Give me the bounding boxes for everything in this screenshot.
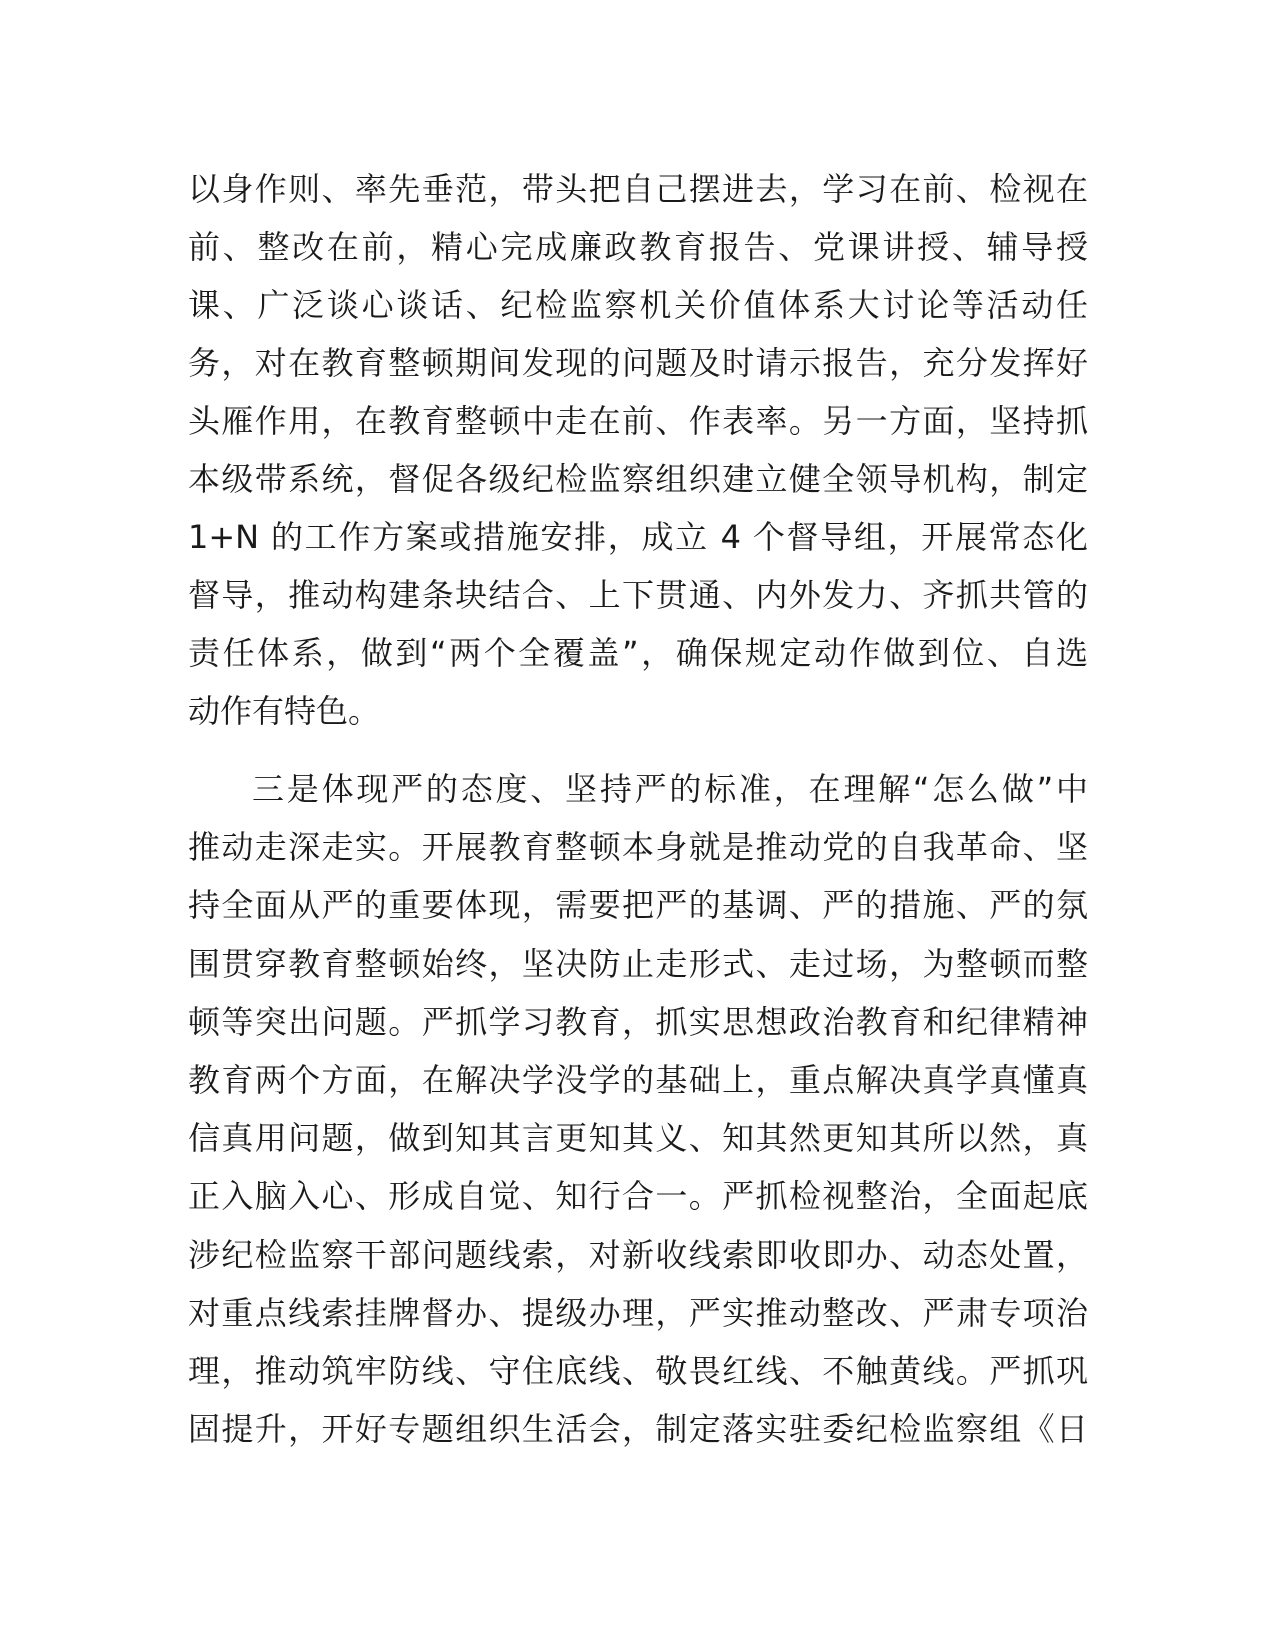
- text-line: 责任体系，做到“两个全覆盖”，确保规定动作做到位、自选: [188, 634, 1088, 672]
- text-line: 对重点线索挂牌督办、提级办理，严实推动整改、严肃专项治: [188, 1293, 1088, 1332]
- text-line: 信真用问题，做到知其言更知其义、知其然更知其所以然，真: [188, 1119, 1088, 1158]
- text-line: 持全面从严的重要体现，需要把严的基调、严的措施、严的氛: [188, 886, 1088, 925]
- text-line: 头雁作用，在教育整顿中走在前、作表率。另一方面，坚持抓: [188, 402, 1088, 440]
- text-line: 固提升，开好专题组织生活会，制定落实驻委纪检监察组《日: [188, 1410, 1088, 1449]
- text-line: 围贯穿教育整顿始终，坚决防止走形式、走过场，为整顿而整: [188, 944, 1088, 983]
- text-line: 前、整改在前，精心完成廉政教育报告、党课讲授、辅导授: [188, 228, 1088, 266]
- text-line: 涉纪检监察干部问题线索，对新收线索即收即办、动态处置，: [188, 1235, 1088, 1274]
- text-line: 动作有特色。: [188, 692, 381, 730]
- text-line: 以身作则、率先垂范，带头把自己摆进去，学习在前、检视在: [188, 170, 1088, 208]
- text-line: 教育两个方面，在解决学没学的基础上，重点解决真学真懂真: [188, 1060, 1088, 1099]
- paragraph-2: [188, 760, 1088, 1458]
- text-line: 正入脑入心、形成自觉、知行合一。严抓检视整治，全面起底: [188, 1177, 1088, 1216]
- text-line: 课、广泛谈心谈话、纪检监察机关价值体系大讨论等活动任: [188, 286, 1088, 324]
- text-line: 推动走深走实。开展教育整顿本身就是推动党的自我革命、坚: [188, 828, 1088, 867]
- text-line: 理，推动筑牢防线、守住底线、敬畏红线、不触黄线。严抓巩: [188, 1351, 1088, 1390]
- text-line: 三是体现严的态度、坚持严的标准，在理解“怎么做”中: [252, 770, 1088, 808]
- text-line: 1+N 的工作方案或措施安排，成立 4 个督导组，开展常态化: [188, 518, 1088, 556]
- text-line: 本级带系统，督促各级纪检监察组织建立健全领导机构，制定: [188, 460, 1088, 498]
- paragraph-1: [188, 160, 1088, 740]
- text-line: 务，对在教育整顿期间发现的问题及时请示报告，充分发挥好: [188, 344, 1088, 382]
- text-line: 督导，推动构建条块结合、上下贯通、内外发力、齐抓共管的: [188, 576, 1088, 614]
- text-line: 顿等突出问题。严抓学习教育，抓实思想政治教育和纪律精神: [188, 1002, 1088, 1041]
